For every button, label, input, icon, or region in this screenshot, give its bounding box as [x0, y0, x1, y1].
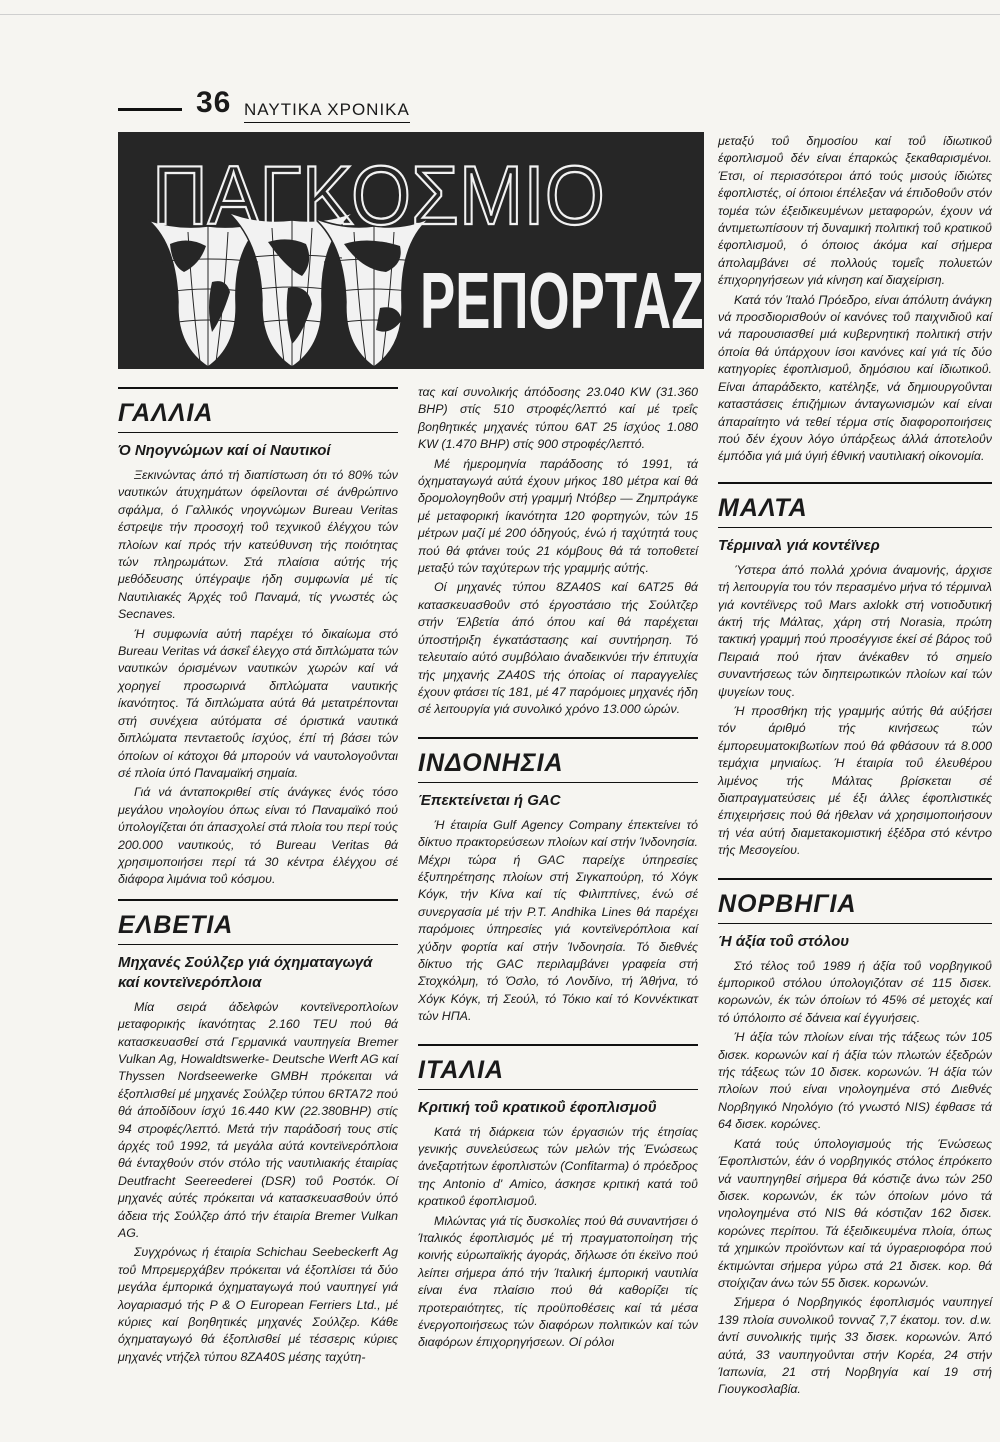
globe-icon: [118, 132, 704, 369]
paragraph: Κατά τόν Ίταλό Πρόεδρο, είναι άπόλυτη άνάγκη νά προσδιορισθούν οί κανόνες τοΰ παιχνιδιοΰ καί νά παρουσιασθεί μιά κυβερνητική πολιτική στήν όποία θά ύπάρχουν ίσοι κανόνες καί γιά τίς δύο κατηγορίες έφοπλισμοΰ, δημόσιου καί ίδιωτικοΰ. Είναι άπαράδεκτο, κατέληξε, νά δημιουργοΰνται καταστάσεις έπιζήμιων άνταγωνισμών καί είναι άπαραίτητο νά τεθεί τέρμα στίς διαφοροποιήσεις πού δέν έχουν λόγο ύπάρξεως άλλά άποτελοΰν έμπόδια γιά μιά ύγιή έθνική ναυτιλιακή οίκονομία.: [718, 292, 992, 464]
section-rule: [718, 923, 992, 924]
paragraph: Ή άξία τών πλοίων είναι τής τάξεως τών 105 δισεκ. κορωνών καί ή άξία τών πλωτών έξεδρών τής τάξεως τών 10 δισεκ. κορωνών. Ή άξία τών πλοίων πού είναι νηολογημένα στό Διεθνές Νορβηγικό Νηολόγιο (τό γνωστό NIS) έφθασε τά 64 δισεκ. κορώνες.: [718, 1030, 992, 1132]
subheading-malta: Τέρμιναλ γιά κοντέϊνερ: [718, 536, 880, 554]
subheading-norvigia: Ή άξία τοΰ στόλου: [718, 932, 850, 950]
world-report-banner: [118, 132, 704, 369]
paragraph: Κατά τούς ύπολογισμούς τής Ένώσεως Έφοπλιστών, έάν ό νορβηγικός στόλος έπρόκειτο νά ναυπηγηθεί σήμερα θά κόστιζε άνω τών 250 δισεκ. κορωνών, έκ τών όποίων μόνο τά νηολογημένα στό NIS θά κόστιζαν 162 δισεκ. κορώνες περίπου. Τά έξειδικευμένα πλοία, όπως τά χημικών προϊόντων καί τά ύγραεριοφόρα πού έκτιμώνται σήμερα γύρω στά 21 δισεκ. κορ. θά στοίχιζαν άνω τών 55 δισεκ. κορωνών.: [718, 1136, 992, 1290]
paragraph: Μιλώντας γιά τίς δυσκολίες πού θά συναντήσει ό Ίταλικός έφοπλισμός μέ τή πραγματοποίηση τής κοινής εύρωπαϊκής άγοράς, δήλωσε ότι έκεϊνο πού λείπει σήμερα άπό τήν Ίταλική έμπορική ναυτιλία είναι ένα πλαίσιο πού θά καθορίζει τίς προτεραιότητες, τίς προϋποθέσεις καί τά μέσα ένεργοποιήσεως τών διαφόρων πολιτικών καί τών διαφόρων έπιχορηγήσεων. Οί ρόλοι: [418, 1213, 698, 1350]
magazine-title: ΝΑΥΤΙΚΑ ΧΡΟΝΙΚΑ: [244, 100, 410, 123]
column-2: [418, 384, 698, 1354]
paragraph: Συγχρόνως ή έταιρία Schichau Seebeckerft Ag τοΰ Μπρεμερχάβεν πρόκειται νά έξοπλίσει τά δύο μεγάλα έμπορικά όχηματαγωγά πού ναυπηγεί γιά λογαριασμό τής P & O European Ferriers Ltd., μέ κύριες καί βοηθητικές μηχανές Σούλζερ. Κάθε όχηματαγωγό θά έξοπλισθεί μέ τέσσερις κύριες μηχανές ντήζελ τύπου 8ZA40S μέσης ταχύτη-: [118, 1245, 398, 1364]
section-heading-malta: ΜΑΛΤΑ: [718, 482, 992, 525]
section-rule: [118, 432, 398, 433]
paragraph: Γιά νά άνταποκριθεί στίς άνάγκες ένός τόσο μεγάλου νηολογίου όπως είναι τό Παναμαϊκό πού ύπολογίζεται ότι άπασχολεί στά πλοία του περί τούς 200.000 ναυτικούς, τό Bureau Veritas θά χρησιμοποιήσει περί τά 30 κέντρα έλέγχου σέ διάφορα λιμάνια τοΰ κόσμου.: [118, 785, 398, 887]
paragraph: Ή προσθήκη τής γραμμής αύτής θά αύξήσει τόν άριθμό τής κινήσεως τών έμπορευματοκιβωτίων πού θά φθάσουν τά 8.000 τεμάχια μηνιαίως. Ή έταιρία τοΰ έλευθέρου λιμένος τής Μάλτας βρίσκεται σέ διαπραγματεύσεις μέ έξι άλλες έφοπλιστικές έπιχειρήσεις πού θά ήθελαν νά χρησιμοποιήσουν τή νέα αύτή διαμετακομιστική έξέδρα στό κέντρο τής Μεσογείου.: [718, 703, 992, 858]
paragraph: Μέ ήμερομηνία παράδοσης τό 1991, τά όχηματαγωγά αύτά έχουν μήκος 180 μέτρα καί θά δρομολογηθοΰν στή γραμμή Ντόβερ — Ζημπράγκε μέ μεταφορική ίκανότητα 120 φορτηγών, τών 15 μέτρων μαζί μέ 200 όδηγούς, ένώ ή ταχύτητά τους πού θά φτάνει τούς 21 κόμβους θά τά τοποθετεί μεταξύ τών ταχύτερων τής γραμμής αύτής.: [418, 456, 698, 576]
column-3: [718, 133, 992, 1401]
svg-text:ΡΕΠΟΡΤΑΖ: ΡΕΠΟΡΤΑΖ: [420, 257, 704, 346]
svg-text:ΠΑΓΚΟΣΜΙΟ: ΠΑΓΚΟΣΜΙΟ: [152, 149, 605, 243]
section-heading-indonisia: ΙΝΔΟΝΗΣΙΑ: [418, 737, 698, 780]
page-number: 36: [196, 86, 232, 119]
subheading-gallia: Ό Νηογνώμων καί οί Ναυτικοί: [118, 442, 331, 459]
paragraph: Οί μηχανές τύπου 8ZA40S καί 6AT25 θά κατασκευασθοΰν στό έργοστάσιο τής Σούλτζερ στήν Έλβετία άπό όπου καί θά παρέχεται ύποστήριξη έγκατάστασης καί συντήρηση. Τό τελευταίο αύτό συμβόλαιο άναδεικνύει τήν έπιτυχία τής μηχανής ZA40S τής όποίας οί παραγγελίες έχουν φτάσει τίς 181, μέ 47 παρόμοιες μηχανές ήδη σέ λειτουργία γιά συνολικό χρόνο 13.000 ώρών.: [418, 580, 698, 717]
section-heading-norvigia: ΝΟΡΒΗΓΙΑ: [718, 878, 992, 921]
paragraph: Ξεκινώντας άπό τή διαπίστωση ότι τό 80% τών ναυτικών άτυχημάτων όφείλονται σέ άνθρώπινο σφάλμα, ό Γαλλικός νηογνώμων Bureau Veritas έστρεψε τήν προσοχή τοΰ τεχνικοΰ έλέγχου τών πλοίων καί πρός τήν κατεύθυνση τής ποιότητας τών πληρωμάτων. Στά πλαίσια αύτής τής μεθόδευσης ύπέγραψε ήδη συμφωνία μέ τίς Ναυτιλιακές Άρχές τοΰ Παναμά, τίς γνωστές ώς Secnaves.: [118, 468, 398, 622]
paragraph: Ύστερα άπό πολλά χρόνια άναμονής, άρχισε τή λειτουργία του τόν περασμένο μήνα τό τέρμιναλ γιά κοντέϊνερς τοΰ Mars axlokk στή νοτιοδυτική άκτή τής Μάλτας, χάρη στή Norasia, πρώτη τακτική γραμμή πού προσέγγισε έκεί σέ βάρος τοΰ Πειραιά πού ήταν άνέκαθεν τό σημείο συναντήσεως τών διηπειρωτικών πλοίων καί τών ψυγείων τους.: [718, 562, 992, 699]
section-rule: [418, 1089, 698, 1090]
top-border-line: [0, 14, 1000, 15]
paragraph: Σήμερα ό Νορβηγικός έφοπλισμός ναυπηγεί 139 πλοία συνολικοΰ τονναζ 7,7 έκατομ. τον. d.w. άντί συνολικής τιμής 33 δισεκ. κορωνών. Άπό αύτά, 33 ναυπηγοΰνται στήν Κορέα, 24 στήν Ίαπωνία, 21 στή Νορβηγία καί 19 στή Γιουγκοσλαβία.: [718, 1295, 992, 1397]
section-rule: [718, 527, 992, 528]
subheading-indonisia: Έπεκτείνεται ή GAC: [418, 791, 561, 809]
paragraph: Στό τέλος τοΰ 1989 ή άξία τοΰ νορβηγικοΰ έμπορικοΰ στόλου ύπολογιζόταν σέ 115 δισεκ. κορωνών, έκ τών όποίων τό 45% σέ μετοχές καί τό ύπόλοιπο σέ δάνεια καί έγγυήσεις.: [718, 958, 992, 1025]
paragraph: Κατά τή διάρκεια τών έργασιών τής έτησίας γενικής συνελεύσεως τών μελών τής Ένώσεως άνεξαρτήτων έφοπλιστών (Confitarma) ό πρόεδρος της Antonio d' Amico, άσκησε κριτική κατά τοΰ κρατικοΰ έφοπλισμοΰ.: [418, 1124, 698, 1209]
subheading-elvetia: Μηχανές Σούλζερ γιά όχηματαγωγά καί κοντεϊνερόπλοια: [118, 953, 373, 991]
banner-title-line1: [152, 149, 605, 243]
paragraph: τας καί συνολικής άπόδοσης 23.040 KW (31.360 BHP) στίς 510 στροφές/λεπτό καί μέ τρεΐς βοηθητικές μηχανές τύπου 6AT 25 ίσχύος 1.080 KW (1.470 BHP) στίς 900 στροφές/λεπτό.: [418, 385, 698, 452]
section-rule: [118, 944, 398, 945]
header-rule: [118, 108, 182, 111]
section-rule: [418, 782, 698, 783]
banner-title-line2: [420, 257, 704, 346]
paragraph: Ή έταιρία Gulf Agency Company έπεκτείνει τό δίκτυο πρακτορεύσεων πλοίων καί στήν Ίνδονησία. Μέχρι τώρα ή GAC παρείχε ύπηρεσίες έξυπηρέτησης πλοίων στή Σιγκαπούρη, τό Χόγκ Κόγκ, τήν Κίνα καί τίς Φιλιππίνες, ένώ σέ συνεργασία μέ τήν P.T. Andhika Lines θά παρέχει παρόμοιες ύπηρεσίες γιά κοντεϊνερόπλοια καί χύδην φορτία καί στήν Ίνδονησία. Τό διεθνές δίκτυο τής GAC περιλαμβάνει γραφεία στή Στοχκόλμη, τό Όσλο, τό Λονδίνο, τή Άθήνα, τό Χόγκ Κόγκ, τή Σεούλ, τό Τόκιο καί τό Κοννέκτικατ τών ΗΠΑ.: [418, 817, 698, 1024]
subheading-italia: Κριτική τοΰ κρατικοΰ έφοπλισμοΰ: [418, 1098, 657, 1116]
column-1: [118, 387, 398, 1368]
paragraph: μεταξύ τοΰ δημοσίου καί τοΰ ίδιωτικοΰ έφοπλισμοΰ δέν είναι έπαρκώς ξεκαθαρισμένοι. Έτσι, οί περισσότεροι άπό τούς μισούς ίδιώτες έφοπλιστές, οί όποιοι έπέλεξαν νά έπιδοθοΰν στόν τομέα τών έξειδικευμένων μεταφορών, έχουν νά άντιμετωπίσουν τή δυναμική πολιτική τοΰ κρατικοΰ έφοπλισμοΰ, ό όποιος άκόμα καί σήμερα άπολαμβάνει σέ πολλούς τομεΐς πολυετών έπιχορηγήσεων γιά κίνηση καί διαχείριση.: [718, 134, 992, 288]
paragraph: Μία σειρά άδελφών κοντεϊνερoπλoίων μεταφορικής ίκανότητας 2.160 TEU πού θά κατασκευασθεί στά Γερμανικά ναυπηγεία Bremer Vulkan Ag, Howaldtswerke- Deutsche Werft AG καί Thyssen Nordseewerke GMBH πρόκειται νά έξοπλισθεί μέ μηχανές Σούλζερ τύπου 6RTA72 πού θά άποδίδουν ίσχύ 16.440 KW (22.380BHP) στίς 94 στροφές/λεπτό. Μετά τήν παράδοσή τους στίς άρχές τοΰ 1992, τά μεγάλα αύτά κοντεϊνερόπλοια θά ένταχθούν στόν στόλο τής ναυτιλιακής έταιρίας Deutfracht Seereederei (DSR) τοΰ Ροστόκ. Οί μηχανές αύτές πρόκειται νά κατασκευασθούν ύπό άδεια τής Σούλζερ άπό τήν έταιρία Bremer Vulkan AG.: [118, 999, 398, 1241]
section-heading-elvetia: ΕΛΒΕΤΙΑ: [118, 899, 398, 942]
section-heading-gallia: ΓΑΛΛΙΑ: [118, 387, 398, 430]
section-heading-italia: ΙΤΑΛΙΑ: [418, 1044, 698, 1087]
paragraph: Ή συμφωνία αύτή παρέχει τό δικαίωμα στό Bureau Veritas νά άσκεΐ έλεγχο στά διπλώματα τών ναυτικών όρισμένων ναυτικών χωρών καί νά χορηγεί προσωρινά διπλώματα ναυτικής ίκανότητος. Τά διπλώματα αύτά θά μετατρέπονται στή συνέχεια αύτόματα σέ όριστικά ναυτικά διπλώματα πεντaετοΰς ίσχύος, έπί τή βάσει τών όποίων οί κάτοχοι θά μπορούν νά ναυτολογοΰνται σέ πλοία ύπό Παναμαϊκή σημαία.: [118, 626, 398, 780]
